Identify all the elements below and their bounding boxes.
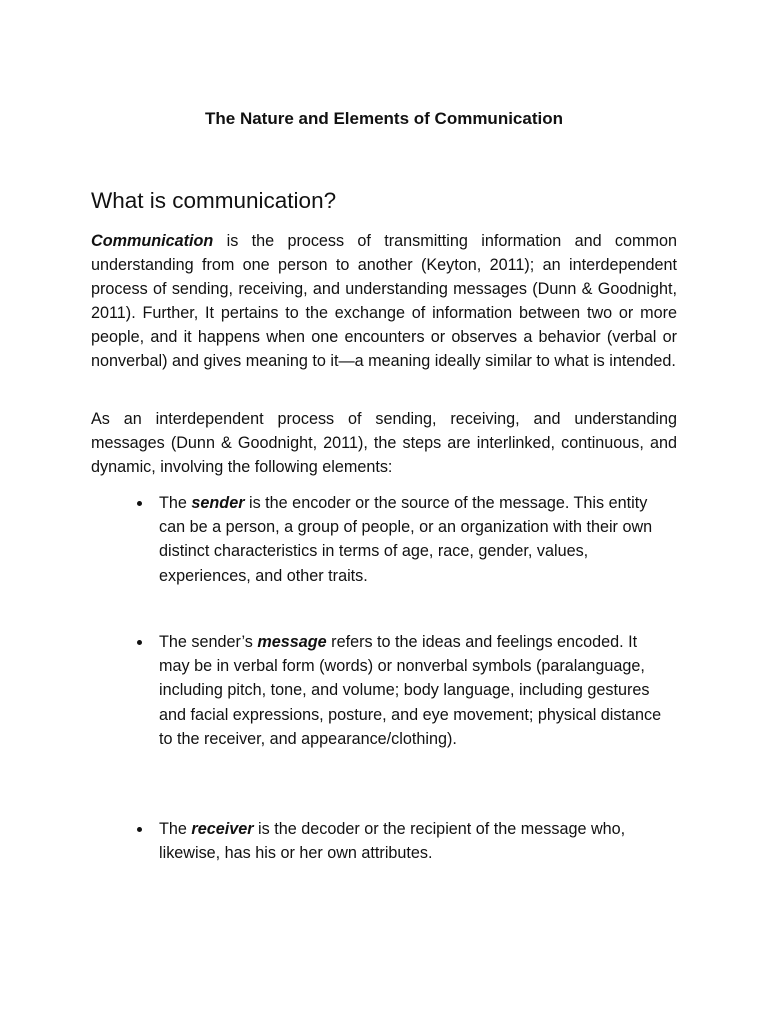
document-title: The Nature and Elements of Communication — [205, 109, 563, 128]
section-heading: What is communication? — [91, 188, 337, 213]
element-term: message — [257, 633, 327, 651]
bullet-icon — [137, 640, 142, 645]
bullet-icon — [137, 827, 142, 832]
element-text: refers to the ideas and feelings encoded. It may be in verbal form (words) or nonverbal symbols (paralanguage, including pitch, tone, and volume; body language, including gestures and facial expressions, posture, and eye movement; physical distance to the receiver, and appearance/clothing). — [159, 633, 662, 748]
elements-intro-paragraph: As an interdependent process of sending, receiving, and understanding messages (Dunn & Goodnight, 2011), the steps are interlinked, continuous, and dynamic, involving the following elements: — [91, 410, 677, 476]
bullet-icon — [137, 501, 142, 506]
element-sender — [159, 491, 671, 588]
definition-paragraph — [91, 229, 677, 373]
element-text: is the encoder or the source of the message. This entity can be a person, a group of people, or an organization with their own distinct characteristics in terms of age, race, gender, values, experiences, and other traits. — [159, 494, 653, 585]
element-term: receiver — [191, 820, 254, 838]
element-text: is the decoder or the recipient of the message who, likewise, has his or her own attributes. — [159, 820, 626, 863]
element-prefix: The — [159, 494, 192, 512]
element-prefix: The — [159, 820, 192, 838]
element-term: sender — [191, 494, 245, 512]
element-prefix: The sender’s — [159, 633, 258, 651]
definition-term: Communication — [91, 232, 214, 250]
element-message — [159, 630, 671, 751]
definition-text: is the process of transmitting information and common understanding from one person to another (Keyton, 2011); an interdependent process of sending, receiving, and understanding messages (Dunn & Goodnight, 2011). Further, It pertains to the exchange of information between two or more people, and it happens when one encounters or observes a behavior (verbal or nonverbal) and gives meaning to it—a meaning ideally similar to what is intended. — [91, 232, 677, 370]
element-receiver — [159, 817, 671, 865]
